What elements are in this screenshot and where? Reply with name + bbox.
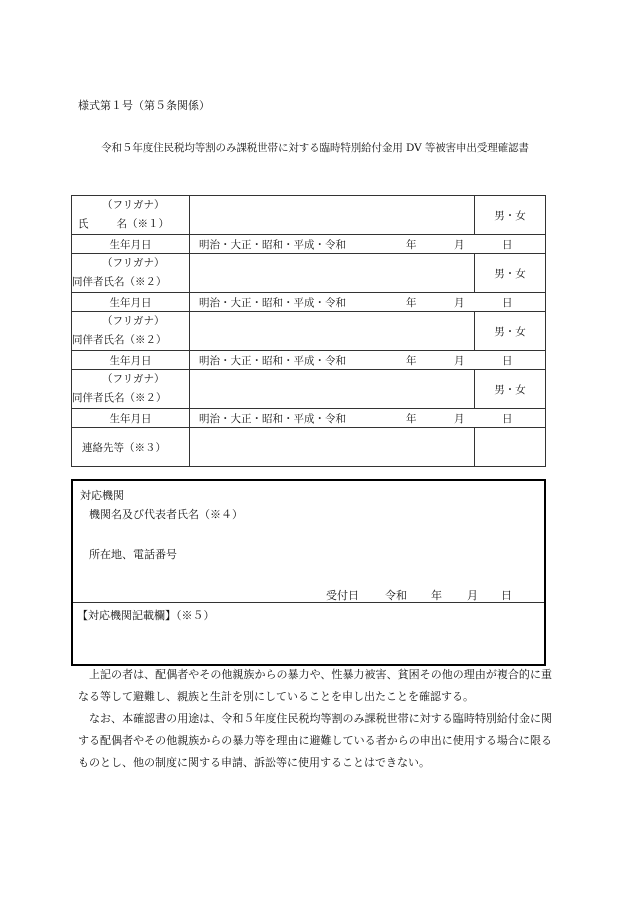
companion-gender[interactable]: 男・女 [475, 254, 546, 293]
furigana-label: （フリガナ） [102, 315, 165, 327]
applicant-birth-row [72, 235, 546, 254]
agency-address-label: 所在地、電話番号 [89, 548, 177, 561]
companion-gender[interactable]: 男・女 [475, 370, 546, 409]
companion-name-label [72, 254, 190, 293]
companion-name-label [72, 370, 190, 409]
received-era: 令和 [385, 589, 407, 602]
era-options[interactable]: 明治・大正・昭和・平成・令和 [199, 297, 346, 309]
companion-name-row [72, 370, 546, 409]
birth-label: 生年月日 [72, 235, 190, 254]
day-label: 日 [502, 297, 513, 309]
agency-divider [73, 602, 544, 603]
agency-note-label: 【対応機関記載欄】（※５） [77, 609, 215, 622]
birth-label: 生年月日 [72, 351, 190, 370]
furigana-label: （フリガナ） [102, 199, 165, 211]
era-options[interactable]: 明治・大正・昭和・平成・令和 [199, 239, 346, 251]
applicant-table [71, 195, 546, 467]
month-label: 月 [454, 297, 465, 309]
companion-name-field[interactable] [190, 370, 475, 409]
applicant-birth-field[interactable] [190, 235, 546, 254]
usage-paragraph: なお、本確認書の用途は、令和５年度住民税均等割のみ課税世帯に対する臨時特別給付金に関する配偶者やその他親族からの暴力等を理由に避難している者からの申出に使用する場合に限るものとし、他の制度に関する申請、訴訟等に使用することはできない。 [78, 712, 552, 769]
month-label: 月 [454, 355, 465, 367]
companion-name-field[interactable] [190, 312, 475, 351]
companion-birth-field[interactable] [190, 293, 546, 312]
companion-name-label [72, 312, 190, 351]
received-month: 月 [467, 589, 478, 602]
era-options[interactable]: 明治・大正・昭和・平成・令和 [199, 413, 346, 425]
year-label: 年 [406, 413, 417, 425]
agency-title: 対応機関 [80, 489, 124, 502]
companion-birth-row [72, 351, 546, 370]
furigana-label: （フリガナ） [102, 373, 165, 385]
furigana-label: （フリガナ） [102, 257, 165, 269]
companion-name-row [72, 312, 546, 351]
month-label: 月 [454, 413, 465, 425]
received-date-label: 受付日 [326, 589, 359, 602]
companion-label: 同伴者氏名（※２） [72, 392, 167, 404]
document-title: 令和５年度住民税均等割のみ課税世帯に対する臨時特別給付金用 DV 等被害申出受理確認書 [101, 142, 529, 154]
applicant-name-row [72, 196, 546, 235]
name-label-part1: 氏 [78, 218, 89, 230]
companion-name-row [72, 254, 546, 293]
companion-birth-field[interactable] [190, 351, 546, 370]
birth-label: 生年月日 [72, 293, 190, 312]
companion-gender[interactable]: 男・女 [475, 312, 546, 351]
confirmation-paragraph: 上記の者は、配偶者やその他親族からの暴力や、性暴力被害、貧困その他の理由が複合的に重なる等して避難し、親族と生計を別にしていることを申し出たことを確認する。 [78, 668, 552, 703]
contact-extra-field[interactable] [475, 428, 546, 467]
contact-label: 連絡先等（※３） [72, 428, 190, 467]
received-year: 年 [431, 589, 442, 602]
applicant-name-field[interactable] [190, 196, 475, 235]
day-label: 日 [502, 413, 513, 425]
contact-field[interactable] [190, 428, 475, 467]
year-label: 年 [406, 355, 417, 367]
form-number: 様式第１号（第５条関係） [78, 99, 210, 112]
applicant-gender[interactable]: 男・女 [475, 196, 546, 235]
received-day: 日 [501, 589, 512, 602]
name-label-part2: 名（※１） [116, 218, 169, 230]
companion-label: 同伴者氏名（※２） [72, 334, 167, 346]
companion-label: 同伴者氏名（※２） [72, 276, 167, 288]
companion-birth-field[interactable] [190, 409, 546, 428]
companion-name-field[interactable] [190, 254, 475, 293]
day-label: 日 [502, 239, 513, 251]
year-label: 年 [406, 297, 417, 309]
applicant-name-label [72, 196, 190, 235]
year-label: 年 [406, 239, 417, 251]
companion-birth-row [72, 293, 546, 312]
birth-label: 生年月日 [72, 409, 190, 428]
companion-birth-row [72, 409, 546, 428]
agency-name-label: 機関名及び代表者氏名（※４） [89, 508, 243, 521]
agency-box [71, 479, 546, 666]
era-options[interactable]: 明治・大正・昭和・平成・令和 [199, 355, 346, 367]
day-label: 日 [502, 355, 513, 367]
month-label: 月 [454, 239, 465, 251]
contact-row [72, 428, 546, 467]
